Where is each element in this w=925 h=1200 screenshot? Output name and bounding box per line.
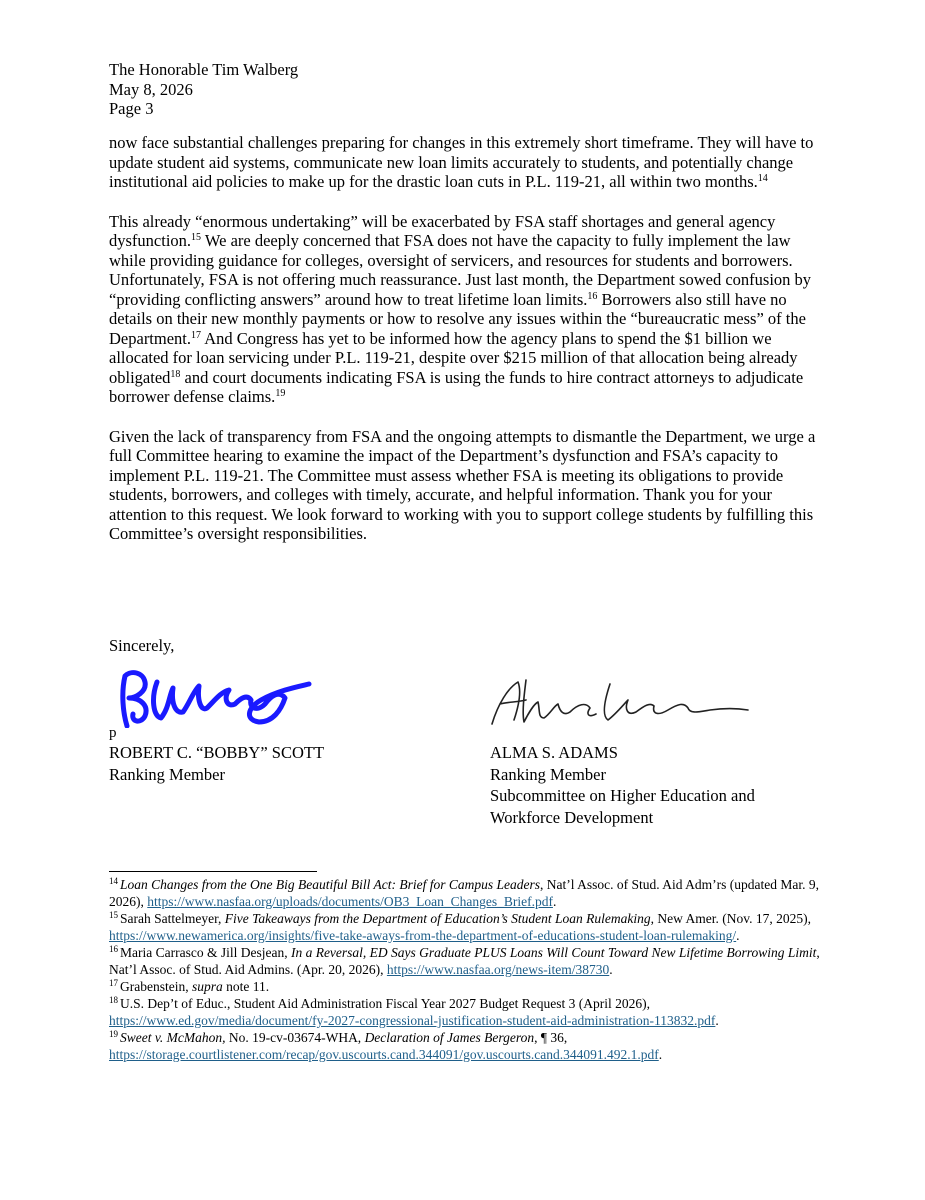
page-number: Page 3 [109, 99, 154, 118]
footnote-ref-18[interactable]: 18 [170, 368, 181, 380]
signer-name: ALMA S. ADAMS [490, 743, 618, 762]
footnote-ref-14[interactable]: 14 [757, 173, 768, 184]
letter-header [109, 60, 298, 119]
footnote-14-link[interactable]: https://www.nasfaa.org/uploads/documents/OB3_Loan_Changes_Brief.pdf [147, 894, 553, 909]
letter-body [109, 133, 829, 564]
footnote-19-link[interactable]: https://storage.courtlistener.com/recap/gov.uscourts.cand.344091/gov.uscourts.cand.344091.492.1.pdf [109, 1047, 659, 1062]
footnote-19: $^{19}$ Sweet v. McMahon, No. 19-cv-03674-WHA, Declaration of James Bergeron, ¶ 36, https://storage.courtlistener.com/recap/gov.uscourts.cand.344091/gov.uscourts.cand.344091.492.1.pdf. [109, 1029, 663, 1062]
footnote-15-link[interactable]: https://www.newamerica.org/insights/five-take-aways-from-the-department-of-educations-student-loan-rulemaking/ [109, 928, 737, 943]
footnote-16-link[interactable]: https://www.nasfaa.org/news-item/38730 [386, 962, 610, 977]
footnote-18: $^{18}$ U.S. Dep’t of Educ., Student Aid Administration Fiscal Year 2027 Budget Request 3 (April 2026), https://www.ed.gov/media/document/fy-2027-congressional-justification-student-aid-administration-113832.pdf. [109, 995, 719, 1028]
paragraph-1: now face substantial challenges preparing for changes in this extremely short timeframe. They will have to update student aid systems, communicate new loan limits accurately to students, and potentially change institutional aid policies to make up for the drastic loan cuts in P.L. 119-21, all within two months.$^{14}$ [109, 133, 814, 191]
signer-adams [490, 742, 755, 828]
letter-date: May 8, 2026 [109, 79, 193, 99]
footnote-14: $^{14}$ Loan Changes from the One Big Beautiful Bill Act: Brief for Campus Leaders, Nat’l Assoc. of Stud. Aid Adm’rs (updated Mar. 9, 2026), https://www.nasfaa.org/uploads/documents/OB3_Loan_Changes_Brief.pdf. [109, 876, 819, 909]
adams-signature [478, 674, 758, 732]
signer-name: ROBERT C. “BOBBY” SCOTT [109, 743, 325, 762]
addressee: The Honorable Tim Walberg [109, 60, 299, 79]
footnote-ref-15[interactable]: 15 [191, 232, 202, 243]
footnotes [109, 876, 839, 1063]
paragraph-2: This already “enormous undertaking” will be exacerbated by FSA staff shortages and general agency dysfunction.$^{15}$ We are deeply concerned that FSA does not have the capacity to fully implement the law while providing guidance for colleges, oversight of servicers, and resources for students and borrowers. Unfortunately, FSA is not offering much reassurance. Just last month, the Department sowed confusion by “providing conflicting answers” around how to treat lifetime loan limits.$^{16}$ Borrowers also still have no details on their new monthly payments or how to resolve any issues within the “bureaucratic mess” of the Department.$^{17}$ And Congress has yet to be informed how the agency plans to spend the $1 billion we allocated for loan servicing under P.L. 119-21, despite over $215 million of that allocation being already obligated$^{18}$ and court documents indicating FSA is using the funds to hire contract attorneys to adjudicate borrower defense claims.$^{19}$ [109, 211, 812, 406]
footnote-18-link[interactable]: https://www.ed.gov/media/document/fy-2027-congressional-justification-student-aid-administration-113832.pdf [109, 1013, 716, 1028]
footnote-ref-17[interactable]: 17 [191, 329, 202, 341]
signer-subcommittee-line-1: Subcommittee on Higher Education and [490, 786, 755, 805]
signature-mark: p [109, 725, 117, 741]
footnote-ref-16[interactable]: 16 [587, 290, 598, 302]
footnote-15: $^{15}$ Sarah Sattelmeyer, Five Takeaways from the Department of Education’s Student Loan Rulemaking, New Amer. (Nov. 17, 2025), https://www.newamerica.org/insights/five-take-aways-from-the-department-of-educations-student-loan-rulemaking/. [109, 910, 811, 943]
paragraph-3: Given the lack of transparency from FSA and the ongoing attempts to dismantle the Department, we urge a full Committee hearing to examine the impact of the Department’s dysfunction and FSA’s capacity to implement P.L. 119-21. The Committee must assess whether FSA is meeting its obligations to provide students, borrowers, and colleges with timely, accurate, and helpful information. Thank you for your attention to this request. We look forward to working with you to support college students by fulfilling this Committee’s oversight responsibilities. [109, 426, 816, 543]
footnote-divider [109, 871, 317, 872]
scott-signature [109, 668, 409, 728]
footnote-16: $^{16}$ Maria Carrasco & Jill Desjean, In a Reversal, ED Says Graduate PLUS Loans Will Count Toward New Lifetime Borrowing Limit, Nat’l Assoc. of Stud. Aid Admins. (Apr. 20, 2026), https://www.nasfaa.org/news-item/38730. [109, 944, 820, 977]
signer-title: Ranking Member [490, 764, 606, 784]
signer-subcommittee-line-2: Workforce Development [490, 807, 654, 827]
footnote-17: $^{17}$ Grabenstein, supra note 11. [109, 978, 270, 994]
signer-title: Ranking Member [109, 764, 225, 784]
signer-scott [109, 742, 324, 785]
footnote-ref-19[interactable]: 19 [275, 388, 286, 399]
closing: Sincerely, [109, 636, 175, 655]
